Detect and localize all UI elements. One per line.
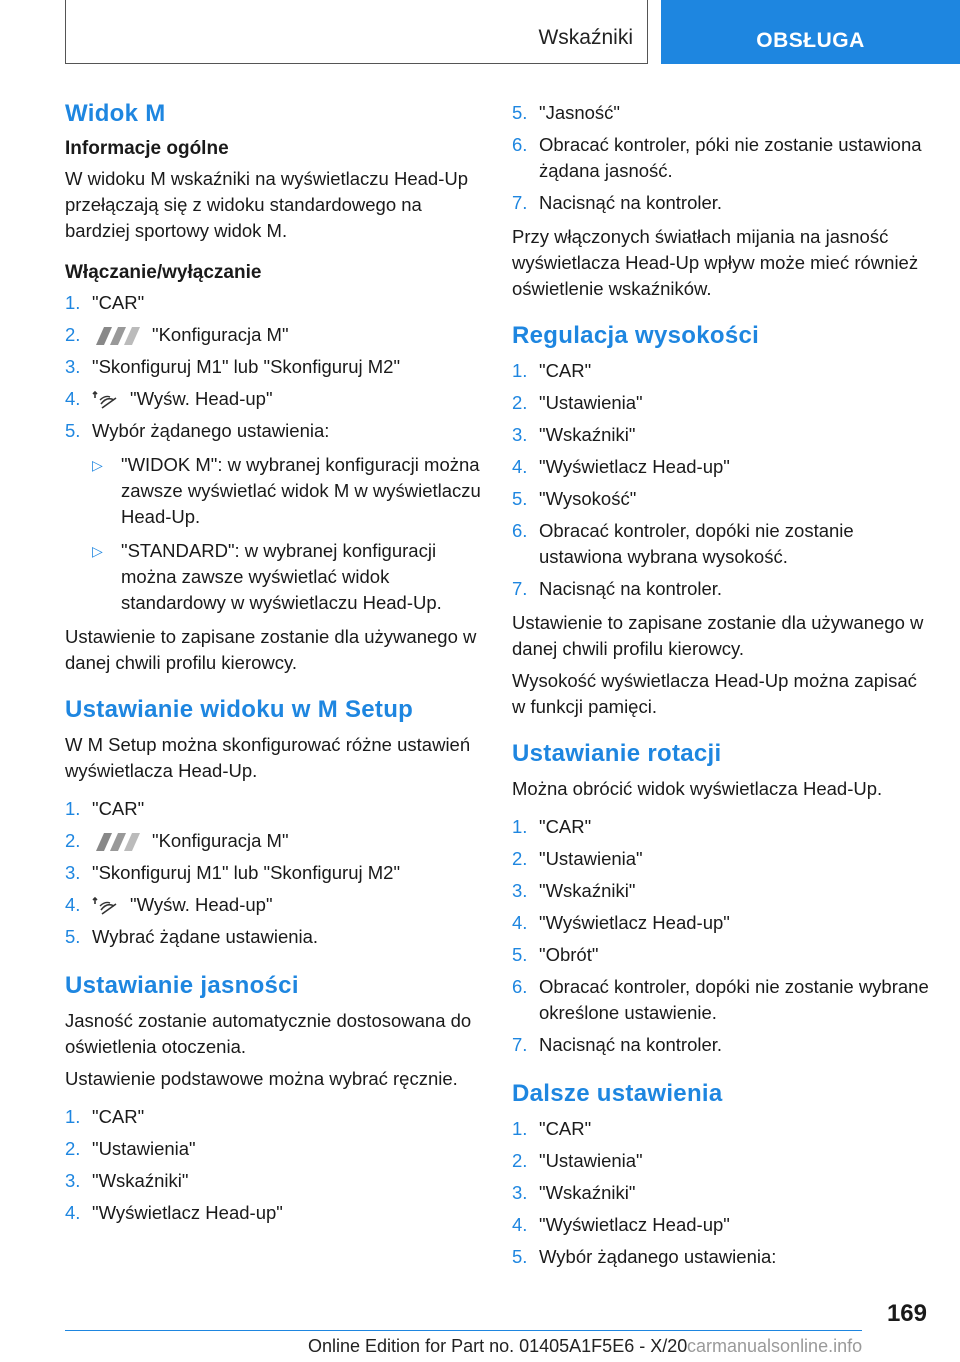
heading-jasnosc: Ustawianie jasności [65,972,299,999]
list-item: 3. "Skonfiguruj M1" lub "Skonfiguruj M2" [65,862,401,883]
list-item: 3. "Wskaźniki" [512,424,636,445]
list-item: 5. Wybór żądanego ustawienia: [65,420,330,441]
head-up-display-icon [92,896,120,916]
list-item: 5. Wybrać żądane ustawienia. [65,926,319,947]
step-list [65,1104,485,1226]
step-list [512,358,932,602]
paragraph: Można obrócić widok wyświetlacza Head-Up. [512,778,883,799]
list-item: 4. "Wyśw. Head-up" [65,894,273,915]
triangle-bullet-icon: ▷ [92,543,103,559]
list-item: 7. Nacisnąć na kontroler. [512,578,723,599]
list-item: 3. "Wskaźniki" [512,1182,636,1203]
paragraph: Wysokość wyświetlacza Head-Up można zapisać w funkcji pamięci. [512,670,917,717]
watermark: carmanualsonline.info [687,1336,863,1356]
m-stripes-icon [96,833,142,851]
head-up-display-icon [92,390,120,410]
list-item: 1. "CAR" [65,1106,145,1127]
paragraph: Ustawienie to zapisane zostanie dla używanego w danej chwili profilu kierowcy. [65,626,477,673]
heading-rotacja: Ustawianie rotacji [512,740,722,767]
list-item: 2. "Ustawienia" [65,1138,196,1159]
list-item: 5. "Jasność" [512,102,621,123]
list-item: 7. Nacisnąć na kontroler. [512,192,723,213]
list-item: 1. "CAR" [65,798,145,819]
subheading-onoff: Włączanie/wyłączanie [65,262,262,283]
list-item: 1. "CAR" [512,816,592,837]
list-item: 6. Obracać kontroler, póki nie zostanie ustawiona żądana jasność. [512,134,922,181]
list-item: 5. Wybór żądanego ustawienia: [512,1246,777,1267]
list-item: 5. "Wysokość" [512,488,637,509]
list-item: 4. "Wyświetlacz Head-up" [512,456,730,477]
list-item: 4. "Wyświetlacz Head-up" [65,1202,283,1223]
list-item: 2. "Konfiguracja M" [65,830,289,851]
list-item: 2. "Ustawienia" [512,848,643,869]
edition-text: Online Edition for Part no. 01405A1F5E6 - X/20 [308,1336,688,1356]
paragraph: Przy włączonych światłach mijania na jasność wyświetlacza Head-Up wpływ może mieć również oświetlenie wskaźników. [512,226,919,299]
step-list [65,796,485,950]
list-item: 3. "Skonfiguruj M1" lub "Skonfiguruj M2" [65,356,401,377]
footer-divider [65,1330,862,1331]
list-item: 3. "Wskaźniki" [512,880,636,901]
paragraph: W widoku M wskaźniki na wyświetlaczu Head-Up przełączają się z widoku standardowego na bardziej sportowy widok M. [65,168,469,241]
list-item: 4. "Wyświetlacz Head-up" [512,1214,730,1235]
step-list [512,1116,932,1270]
list-item: 4. "Wyświetlacz Head-up" [512,912,730,933]
list-item: 4. "Wyśw. Head-up" [65,388,273,409]
list-item: 1. "CAR" [65,292,145,313]
heading-widok-m: Widok M [65,100,166,127]
list-item: 7. Nacisnąć na kontroler. [512,1034,723,1055]
list-item: 1. "CAR" [512,360,592,381]
list-item: 6. Obracać kontroler, dopóki nie zostanie ustawiona wybrana wysokość. [512,520,854,567]
step-list [512,814,932,1058]
paragraph: Ustawienie to zapisane zostanie dla używanego w danej chwili profilu kierowcy. [512,612,924,659]
heading-dalsze: Dalsze ustawienia [512,1080,723,1107]
list-item: 1. "CAR" [512,1118,592,1139]
paragraph: Jasność zostanie automatycznie dostosowana do oświetlenia otoczenia. [65,1010,472,1057]
list-item: 3. "Wskaźniki" [65,1170,189,1191]
right-column [512,100,932,1278]
step-list [65,290,485,444]
list-item: 2. "Ustawienia" [512,1150,643,1171]
header-chapter-tab[interactable]: OBSŁUGA [661,0,960,64]
step-list [512,100,932,216]
subheading-info: Informacje ogólne [65,138,229,159]
m-stripes-icon [96,327,142,345]
list-item: 6. Obracać kontroler, dopóki nie zostanie wybrane określone ustawienie. [512,976,929,1023]
list-item: 2. "Konfiguracja M" [65,324,289,345]
page-number: 169 [886,1300,927,1327]
list-item: 2. "Ustawienia" [512,392,643,413]
heading-msetup: Ustawianie widoku w M Setup [65,696,414,723]
heading-wysokosc: Regulacja wysokości [512,322,760,349]
header-box [65,0,648,64]
list-item: 5. "Obrót" [512,944,599,965]
paragraph: W M Setup można skonfigurować różne ustawień wyświetlacza Head-Up. [65,734,471,781]
paragraph: Ustawienie podstawowe można wybrać ręcznie. [65,1068,458,1089]
left-column [65,100,485,1234]
header-section-title: Wskaźniki [538,26,633,49]
bullet-item: ▷ "WIDOK M": w wybranej konfiguracji można zawsze wyświetlać widok M w wyświetlaczu Head-Up. [92,452,485,530]
bullet-item: ▷ "STANDARD": w wybranej konfiguracji można zawsze wyświetlać widok standardowy w wyświetlaczu Head-Up. [92,538,485,616]
triangle-bullet-icon: ▷ [92,457,103,473]
